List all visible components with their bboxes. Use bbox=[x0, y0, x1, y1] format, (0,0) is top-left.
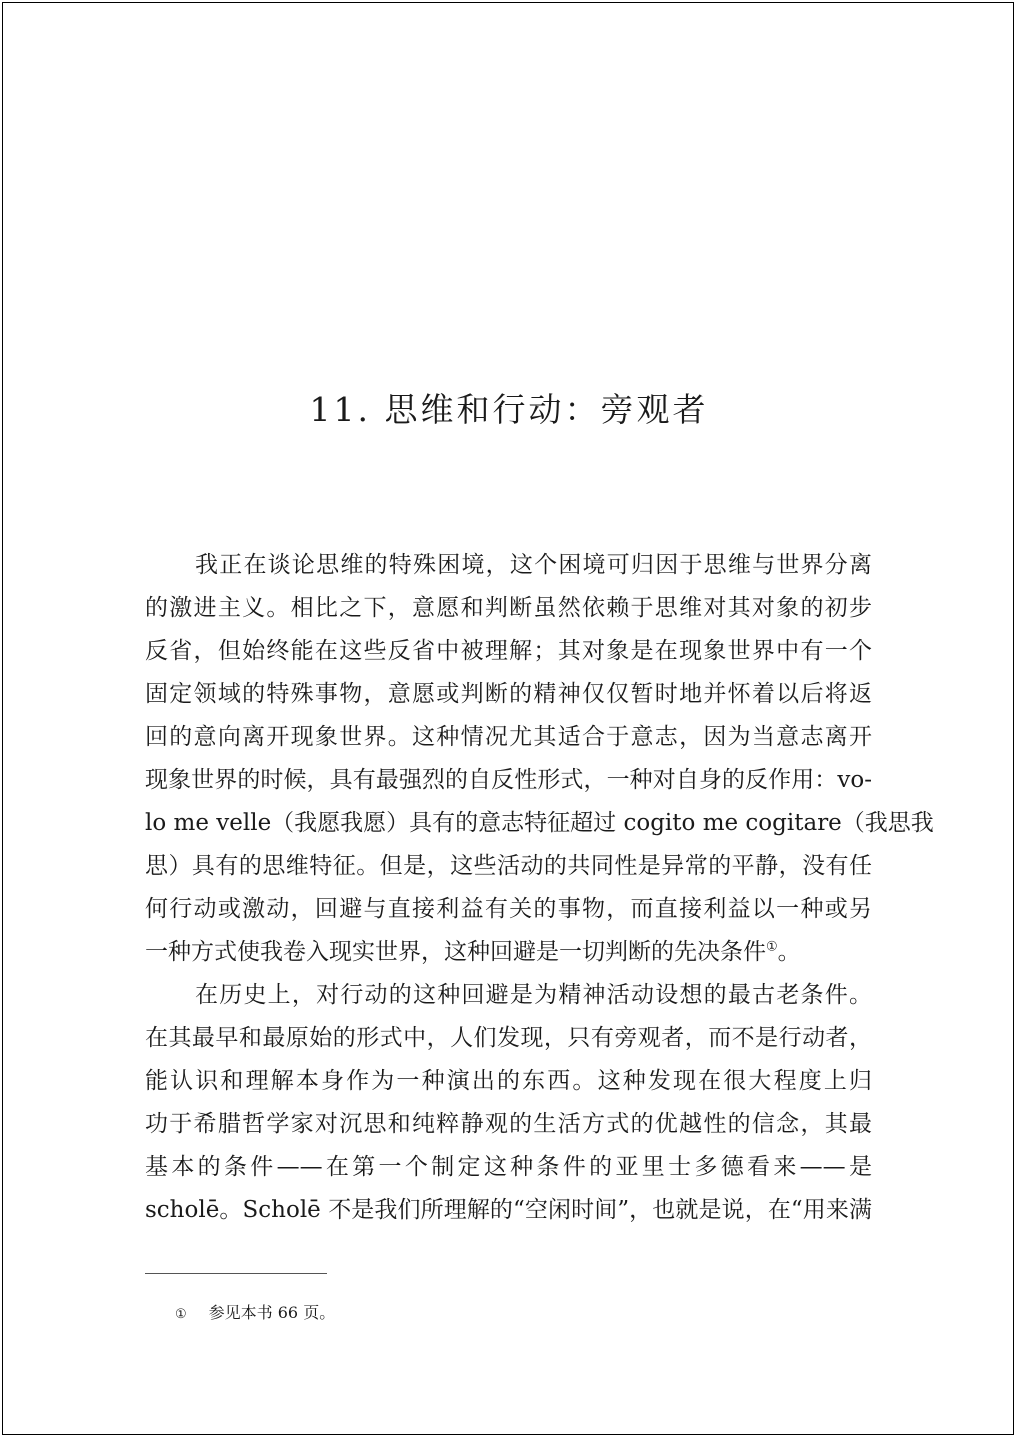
text-line: 功于希腊哲学家对沉思和纯粹静观的生活方式的优越性的信念，其最 bbox=[145, 1111, 872, 1137]
text-line: 回的意向离开现象世界。这种情况尤其适合于意志，因为当意志离开 bbox=[145, 724, 872, 750]
text-line: 固定领域的特殊事物，意愿或判断的精神仅仅暂时地并怀着以后将返 bbox=[145, 681, 872, 707]
text-line: 能认识和理解本身作为一种演出的东西。这种发现在很大程度上归 bbox=[145, 1068, 872, 1094]
text-line: 现象世界的时候，具有最强烈的自反性形式，一种对自身的反作用：vo- bbox=[145, 767, 872, 793]
text-line-content: 一种方式使我卷入现实世界，这种回避是一切判断的先决条件 bbox=[145, 939, 766, 965]
text-line bbox=[145, 932, 872, 972]
text-line: 在其最早和最原始的形式中，人们发现，只有旁观者，而不是行动者， bbox=[145, 1025, 872, 1051]
footnote-number: ① bbox=[175, 1307, 187, 1322]
chapter-title: 11. 思维和行动：旁观者 bbox=[309, 390, 709, 429]
text-line: 基本的条件——在第一个制定这种条件的亚里士多德看来——是 bbox=[145, 1154, 872, 1180]
text-line: scholē。Scholē 不是我们所理解的“空闲时间”，也就是说，在“用来满 bbox=[145, 1197, 872, 1223]
footnote-divider bbox=[145, 1273, 327, 1274]
text-line: 反省，但始终能在这些反省中被理解；其对象是在现象世界中有一个 bbox=[145, 638, 872, 664]
footnote-marker[interactable]: ① bbox=[766, 939, 778, 955]
text-line: 的激进主义。相比之下，意愿和判断虽然依赖于思维对其对象的初步 bbox=[145, 595, 872, 621]
text-line: 何行动或激动，回避与直接利益有关的事物，而直接利益以一种或另 bbox=[145, 896, 872, 922]
footnote-text: 参见本书 66 页。 bbox=[208, 1303, 336, 1322]
text-line-end: 。 bbox=[777, 939, 801, 965]
text-line: lo me velle（我愿我愿）具有的意志特征超过 cogito me cogitare（我思我 bbox=[145, 810, 934, 836]
text-line: 在历史上，对行动的这种回避是为精神活动设想的最古老条件。 bbox=[195, 982, 872, 1008]
footnote bbox=[175, 1300, 335, 1328]
text-line: 思）具有的思维特征。但是，这些活动的共同性是异常的平静，没有任 bbox=[145, 853, 872, 879]
text-line: 我正在谈论思维的特殊困境，这个困境可归因于思维与世界分离 bbox=[195, 552, 872, 578]
